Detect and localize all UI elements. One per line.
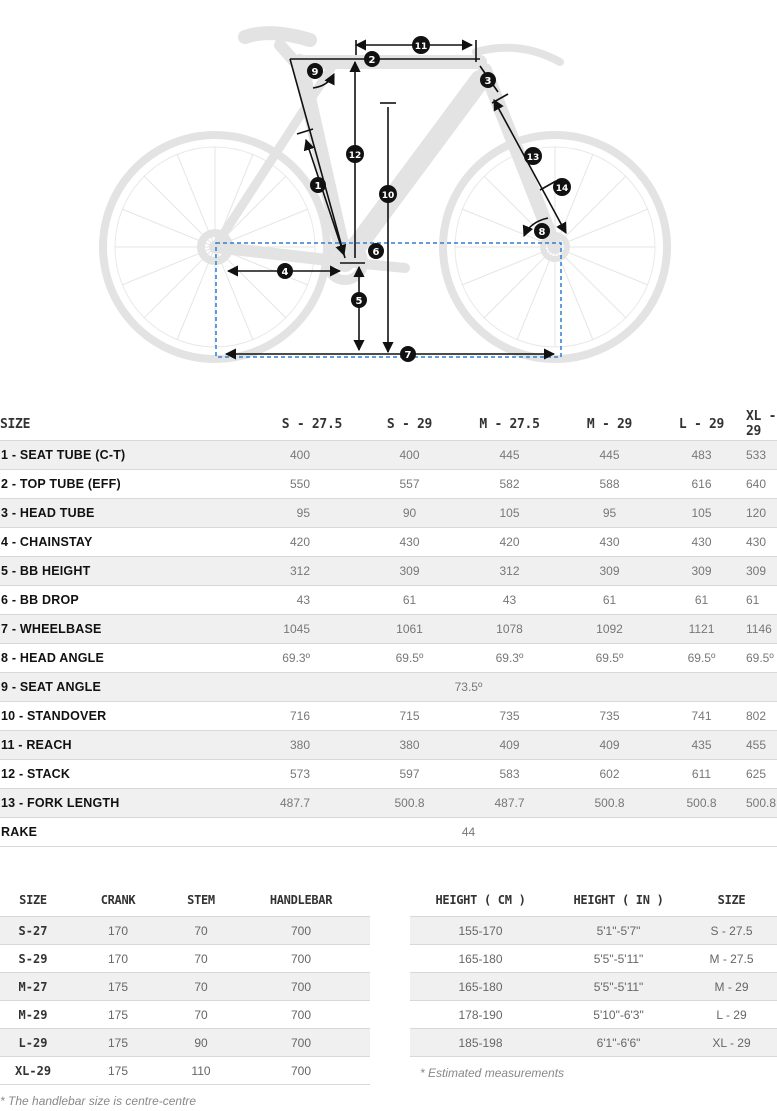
comp-col-header: STEM: [187, 893, 215, 907]
fit-cell: 5'5"-5'11": [551, 945, 686, 973]
geometry-row: [0, 470, 777, 499]
components-cell: 70: [170, 973, 232, 1001]
geometry-cell: 445: [457, 441, 562, 470]
geometry-cell: 312: [160, 557, 362, 586]
geometry-row-label: 11 - REACH: [0, 731, 160, 760]
geometry-cell: 69.3º: [457, 644, 562, 673]
geometry-cell: 500.8: [657, 789, 746, 818]
size-col-header: S - 29: [386, 416, 433, 432]
components-cell: M-27: [0, 973, 66, 1001]
svg-text:5: 5: [355, 296, 363, 307]
geometry-cell: 1146: [746, 615, 777, 644]
components-row: [0, 917, 370, 945]
geometry-cell: 430: [657, 528, 746, 557]
components-cell: 170: [66, 945, 170, 973]
fit-cell: 178-190: [410, 1001, 551, 1029]
geometry-cell: 500.8: [362, 789, 457, 818]
geometry-cell: 487.7: [160, 789, 362, 818]
svg-text:6: 6: [372, 247, 380, 258]
bike-geometry-diagram: [0, 0, 777, 390]
geometry-cell: 435: [657, 731, 746, 760]
marker-1: [310, 177, 326, 193]
components-cell: 90: [170, 1029, 232, 1057]
components-table: [0, 884, 370, 1085]
geometry-cell: 430: [746, 528, 777, 557]
geometry-row: [0, 615, 777, 644]
marker-13: [524, 147, 542, 165]
geometry-row: [0, 789, 777, 818]
components-row: [0, 1029, 370, 1057]
svg-text:14: 14: [555, 184, 569, 194]
estimated-note: * Estimated measurements: [420, 1066, 565, 1080]
geometry-cell: 483: [657, 441, 746, 470]
fit-table: [410, 884, 777, 1057]
geometry-cell: 309: [362, 557, 457, 586]
geometry-cell: 69.5º: [562, 644, 657, 673]
geometry-cell: 105: [657, 499, 746, 528]
geometry-span-value: 73.5º: [160, 673, 777, 702]
fit-cell: M - 29: [686, 973, 777, 1001]
geometry-cell: 616: [657, 470, 746, 499]
geometry-cell: 380: [362, 731, 457, 760]
components-cell: 70: [170, 917, 232, 945]
fit-cell: M - 27.5: [686, 945, 777, 973]
components-row: [0, 1001, 370, 1029]
geometry-cell: 430: [562, 528, 657, 557]
geometry-cell: 61: [562, 586, 657, 615]
marker-7: [400, 346, 416, 362]
svg-text:1: 1: [314, 181, 322, 192]
geometry-row: [0, 441, 777, 470]
geometry-cell: 95: [160, 499, 362, 528]
fit-col-header: HEIGHT ( CM ): [435, 893, 526, 907]
fit-header-row: [410, 884, 777, 917]
components-row: [0, 945, 370, 973]
geometry-row: [0, 586, 777, 615]
fit-col-header: SIZE: [717, 893, 746, 907]
fit-col-header: HEIGHT ( IN ): [573, 893, 664, 907]
components-cell: M-29: [0, 1001, 66, 1029]
geometry-cell: 735: [562, 702, 657, 731]
geometry-row-label: 13 - FORK LENGTH: [0, 789, 160, 818]
components-cell: 175: [66, 1029, 170, 1057]
geometry-cell: 640: [746, 470, 777, 499]
geometry-cell: 95: [562, 499, 657, 528]
geometry-cell: 588: [562, 470, 657, 499]
geometry-cell: 1045: [160, 615, 362, 644]
components-cell: 700: [232, 917, 370, 945]
geometry-cell: 625: [746, 760, 777, 789]
geometry-cell: 69.5º: [657, 644, 746, 673]
components-cell: S-29: [0, 945, 66, 973]
fit-cell: 165-180: [410, 973, 551, 1001]
fit-cell: 165-180: [410, 945, 551, 973]
components-cell: XL-29: [0, 1057, 66, 1085]
components-header-row: [0, 884, 370, 917]
geometry-cell: 582: [457, 470, 562, 499]
geometry-row: [0, 702, 777, 731]
geometry-cell: 557: [362, 470, 457, 499]
geometry-cell: 43: [160, 586, 362, 615]
marker-3: [480, 72, 496, 88]
fit-row: [410, 1029, 777, 1057]
geometry-cell: 487.7: [457, 789, 562, 818]
size-col-header: L - 29: [678, 416, 725, 432]
fit-cell: 155-170: [410, 917, 551, 945]
geometry-size-header: SIZE: [0, 416, 31, 432]
geometry-row: [0, 818, 777, 847]
geometry-cell: 550: [160, 470, 362, 499]
marker-2: [364, 51, 380, 67]
geometry-cell: 61: [657, 586, 746, 615]
components-cell: 110: [170, 1057, 232, 1085]
geometry-header-row: [0, 408, 777, 441]
geometry-cell: 312: [457, 557, 562, 586]
components-cell: 70: [170, 945, 232, 973]
geometry-cell: 430: [362, 528, 457, 557]
geometry-row-label: RAKE: [0, 818, 160, 847]
components-cell: 700: [232, 1029, 370, 1057]
marker-5: [351, 292, 367, 308]
geometry-cell: 409: [562, 731, 657, 760]
components-cell: 175: [66, 1057, 170, 1085]
components-cell: L-29: [0, 1029, 66, 1057]
geometry-row: [0, 760, 777, 789]
geometry-cell: 715: [362, 702, 457, 731]
geometry-row-label: 12 - STACK: [0, 760, 160, 789]
geometry-row-label: 3 - HEAD TUBE: [0, 499, 160, 528]
marker-4: [277, 263, 293, 279]
geometry-cell: 69.5º: [362, 644, 457, 673]
components-cell: 175: [66, 973, 170, 1001]
components-cell: 700: [232, 1001, 370, 1029]
marker-6: [368, 243, 384, 259]
geometry-row-label: 9 - SEAT ANGLE: [0, 673, 160, 702]
geometry-cell: 120: [746, 499, 777, 528]
geometry-table: [0, 408, 777, 847]
handlebar-note: * The handlebar size is centre-centre: [0, 1094, 197, 1108]
fit-cell: L - 29: [686, 1001, 777, 1029]
marker-10: [379, 185, 397, 203]
geometry-cell: 105: [457, 499, 562, 528]
fit-row: [410, 973, 777, 1001]
geometry-cell: 735: [457, 702, 562, 731]
geometry-cell: 90: [362, 499, 457, 528]
geometry-row-label: 2 - TOP TUBE (EFF): [0, 470, 160, 499]
geometry-cell: 500.8: [562, 789, 657, 818]
size-col-header: M - 29: [586, 416, 633, 432]
geometry-cell: 533: [746, 441, 777, 470]
svg-text:9: 9: [311, 67, 319, 78]
geometry-row-label: 10 - STANDOVER: [0, 702, 160, 731]
geometry-row-label: 4 - CHAINSTAY: [0, 528, 160, 557]
size-col-header: S - 27.5: [281, 416, 342, 432]
geometry-cell: 61: [362, 586, 457, 615]
geometry-cell: 602: [562, 760, 657, 789]
geometry-cell: 69.3º: [160, 644, 362, 673]
geometry-row-label: 6 - BB DROP: [0, 586, 160, 615]
geometry-row: [0, 528, 777, 557]
size-col-header: M - 27.5: [479, 416, 540, 432]
geometry-cell: 500.8: [746, 789, 777, 818]
components-cell: S-27: [0, 917, 66, 945]
geometry-row: [0, 644, 777, 673]
components-cell: 700: [232, 1057, 370, 1085]
geometry-row-label: 7 - WHEELBASE: [0, 615, 160, 644]
fit-cell: 5'5"-5'11": [551, 973, 686, 1001]
svg-text:12: 12: [348, 151, 362, 161]
geometry-cell: 583: [457, 760, 562, 789]
comp-col-header: SIZE: [19, 893, 47, 907]
size-col-header: XL - 29: [746, 409, 777, 439]
svg-text:7: 7: [404, 350, 412, 361]
components-cell: 700: [232, 945, 370, 973]
svg-text:11: 11: [414, 42, 428, 52]
geometry-cell: 1092: [562, 615, 657, 644]
fit-cell: 5'1"-5'7": [551, 917, 686, 945]
geometry-cell: 802: [746, 702, 777, 731]
marker-14: [553, 178, 571, 196]
fit-cell: 185-198: [410, 1029, 551, 1057]
geometry-cell: 573: [160, 760, 362, 789]
comp-col-header: CRANK: [100, 893, 136, 907]
geometry-row-label: 8 - HEAD ANGLE: [0, 644, 160, 673]
components-row: [0, 973, 370, 1001]
geometry-cell: 420: [457, 528, 562, 557]
marker-8: [534, 223, 550, 239]
geometry-row-label: 5 - BB HEIGHT: [0, 557, 160, 586]
components-cell: 170: [66, 917, 170, 945]
geometry-row: [0, 499, 777, 528]
comp-col-header: HANDLEBAR: [269, 893, 333, 907]
geometry-cell: 43: [457, 586, 562, 615]
marker-11: [412, 36, 430, 54]
svg-text:10: 10: [381, 191, 395, 201]
components-row: [0, 1057, 370, 1085]
fit-row: [410, 917, 777, 945]
geometry-cell: 611: [657, 760, 746, 789]
geometry-cell: 597: [362, 760, 457, 789]
geometry-row: [0, 673, 777, 702]
components-cell: 700: [232, 973, 370, 1001]
svg-text:4: 4: [281, 267, 289, 278]
geometry-span-value: 44: [160, 818, 777, 847]
fit-cell: 5'10"-6'3": [551, 1001, 686, 1029]
marker-12: [346, 145, 364, 163]
geometry-cell: 1078: [457, 615, 562, 644]
geometry-cell: 409: [457, 731, 562, 760]
geometry-row: [0, 731, 777, 760]
geometry-cell: 1121: [657, 615, 746, 644]
svg-text:13: 13: [526, 153, 540, 163]
geometry-cell: 380: [160, 731, 362, 760]
geometry-row-label: 1 - SEAT TUBE (C-T): [0, 441, 160, 470]
fit-row: [410, 945, 777, 973]
fit-cell: 6'1"-6'6": [551, 1029, 686, 1057]
geometry-cell: 445: [562, 441, 657, 470]
geometry-cell: 1061: [362, 615, 457, 644]
components-cell: 175: [66, 1001, 170, 1029]
geometry-cell: 716: [160, 702, 362, 731]
geometry-cell: 400: [362, 441, 457, 470]
svg-text:2: 2: [368, 55, 376, 66]
fit-cell: XL - 29: [686, 1029, 777, 1057]
svg-text:3: 3: [484, 76, 492, 87]
geometry-cell: 309: [746, 557, 777, 586]
fit-cell: S - 27.5: [686, 917, 777, 945]
geometry-row: [0, 557, 777, 586]
geometry-cell: 61: [746, 586, 777, 615]
geometry-cell: 309: [657, 557, 746, 586]
geometry-cell: 400: [160, 441, 362, 470]
fit-row: [410, 1001, 777, 1029]
geometry-cell: 69.5º: [746, 644, 777, 673]
geometry-cell: 741: [657, 702, 746, 731]
geometry-cell: 309: [562, 557, 657, 586]
geometry-cell: 455: [746, 731, 777, 760]
svg-text:8: 8: [538, 227, 546, 238]
components-cell: 70: [170, 1001, 232, 1029]
geometry-cell: 420: [160, 528, 362, 557]
marker-9: [307, 63, 323, 79]
